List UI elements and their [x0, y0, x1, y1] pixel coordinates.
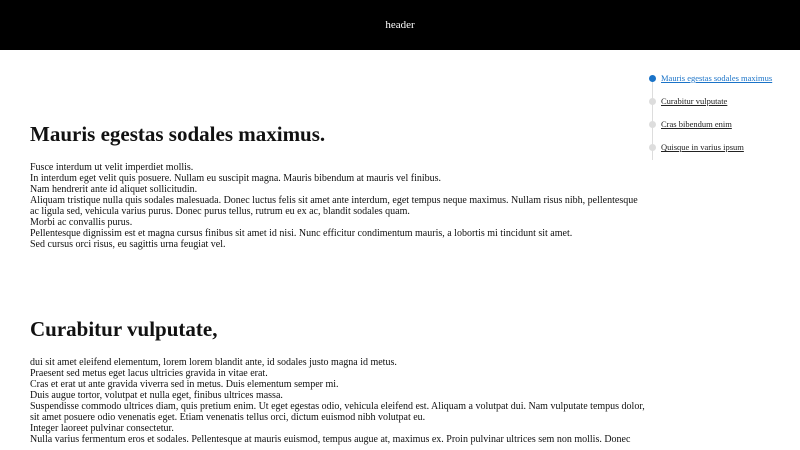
paragraph-line: Integer laoreet pulvinar consectetur.	[30, 423, 174, 434]
toc-item-2[interactable]	[648, 95, 778, 108]
toc-link-1[interactable]: Mauris egestas sodales maximus	[661, 73, 773, 83]
paragraph-line: dui sit amet eleifend elementum, lorem lorem blandit ante, id sodales justo magna id metus.	[30, 357, 397, 368]
toc-dot-icon	[649, 75, 656, 82]
paragraph-line: Nam hendrerit ante id aliquet sollicitudin.	[30, 184, 198, 195]
section-1-body	[30, 162, 650, 250]
paragraph-line: ac ligula sed, vehicula varius purus. Donec purus tellus, rutrum eu ex ac, blandit sodales quam.	[30, 206, 410, 217]
header-label: header	[385, 19, 415, 31]
section-1-title: Mauris egestas sodales maximus.	[30, 122, 326, 146]
table-of-contents	[648, 72, 778, 164]
toc-dot-icon	[649, 98, 656, 105]
toc-link-2[interactable]: Curabitur vulputate	[661, 96, 728, 106]
paragraph-line: Praesent sed metus eget lacus ultricies gravida in vitae erat.	[30, 368, 268, 379]
paragraph-line: Aliquam tristique nulla quis sodales malesuada. Donec luctus felis sit amet ante interdum, eget tempus neque maximus. Nullam risus nibh, pellentesque	[30, 195, 638, 206]
toc-link-4[interactable]: Quisque in varius ipsum	[661, 142, 744, 152]
paragraph-line: Fusce interdum ut velit imperdiet mollis.	[30, 162, 194, 173]
paragraph-line: Nulla varius fermentum eros et sodales. Pellentesque at mauris euismod, tempus augue at, maximus ex. Proin pulvinar ultrices sem non mollis. Donec	[30, 434, 631, 445]
paragraph-line: In interdum eget velit quis posuere. Nullam eu suscipit magna. Mauris bibendum at mauris vel finibus.	[30, 173, 442, 184]
toc-link-3[interactable]: Cras bibendum enim	[661, 119, 732, 129]
toc-item-3[interactable]	[648, 118, 778, 131]
section-2-body	[30, 357, 650, 445]
paragraph-line: Morbi ac convallis purus.	[30, 217, 133, 228]
toc-dot-icon	[649, 144, 656, 151]
toc-item-4[interactable]	[648, 141, 778, 154]
section-2-title: Curabitur vulputate,	[30, 317, 218, 341]
page-header	[0, 0, 800, 50]
toc-dot-icon	[649, 121, 656, 128]
paragraph-line: sit amet posuere odio venenatis eget. Etiam venenatis tellus orci, dictum euismod nibh volutpat eu.	[30, 412, 426, 423]
paragraph-line: Cras et erat ut ante gravida viverra sed in metus. Duis elementum semper mi.	[30, 379, 339, 390]
toc-item-1[interactable]	[648, 72, 778, 85]
paragraph-line: Pellentesque dignissim est et magna cursus finibus sit amet id nisi. Nunc efficitur condimentum mauris, a lobortis mi tincidunt sit amet.	[30, 228, 573, 239]
paragraph-line: Suspendisse commodo ultrices diam, quis pretium enim. Ut eget egestas odio, vehicula eleifend est. Aliquam a volutpat dui. Nam vulputate tempus dolor,	[30, 401, 645, 412]
paragraph-line: Duis augue tortor, volutpat et nulla eget, finibus ultrices massa.	[30, 390, 283, 401]
paragraph-line: Sed cursus orci risus, eu sagittis urna feugiat vel.	[30, 239, 226, 250]
